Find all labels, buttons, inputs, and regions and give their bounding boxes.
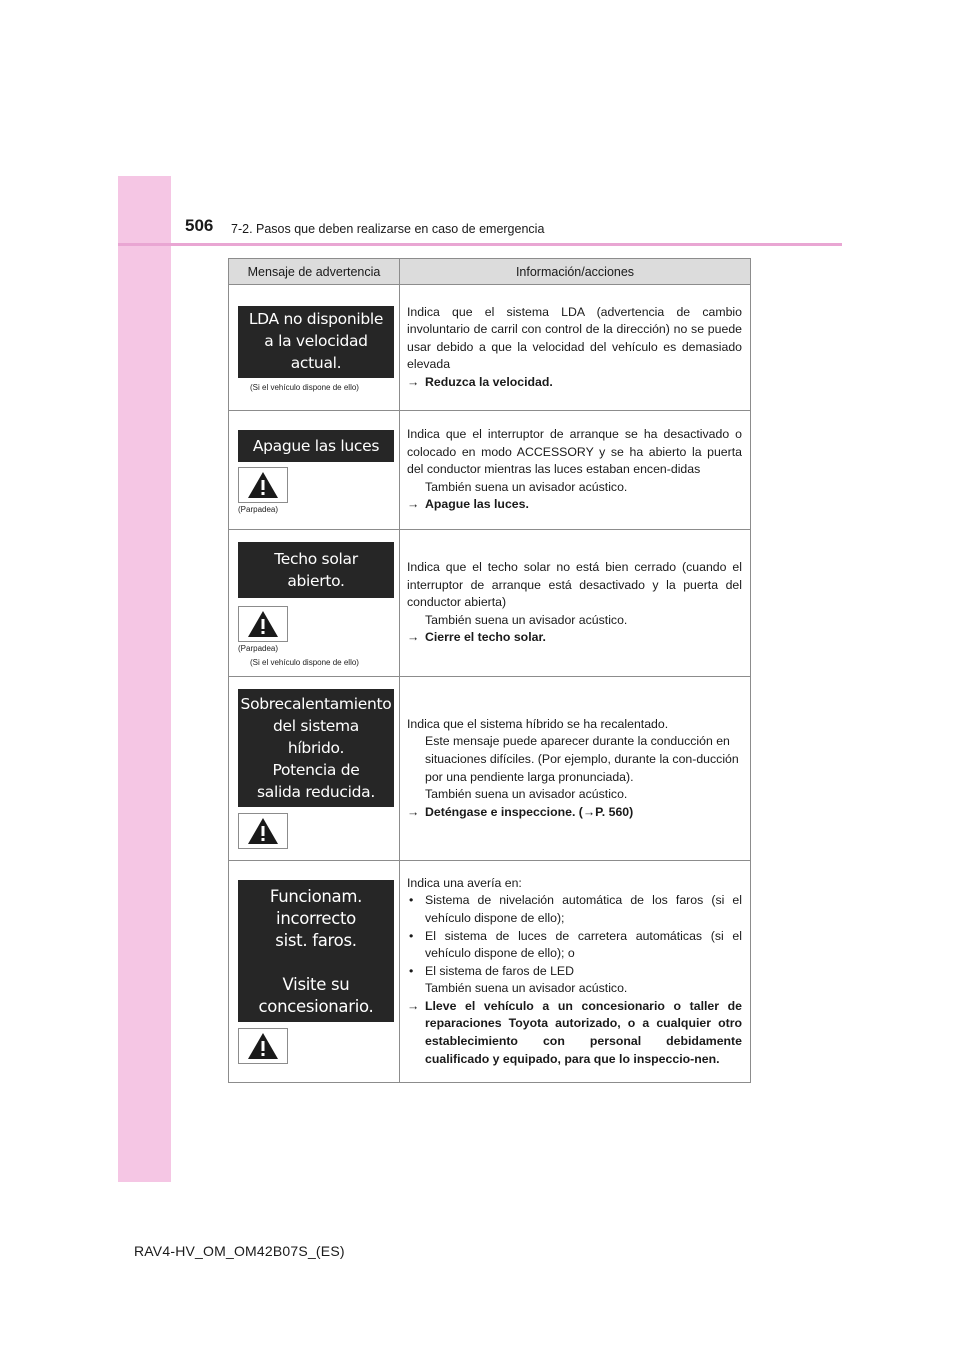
table-header-row <box>229 259 751 285</box>
message-display: Apague las luces <box>238 430 394 462</box>
warning-triangle-icon <box>247 817 279 845</box>
info-cell <box>400 411 751 530</box>
blink-note: (Parpadea) <box>238 643 279 653</box>
table-row <box>229 530 751 677</box>
table-row <box>229 861 751 1083</box>
table-row <box>229 285 751 411</box>
message-cell <box>229 530 400 677</box>
list-item: • Sistema de nivelación automática de los faros (si el vehículo dispone de ello); <box>409 893 742 925</box>
list-item: • El sistema de faros de LED <box>409 963 574 978</box>
action-text: → Deténgase e inspeccione. (→P. 560) <box>407 804 634 819</box>
page-number: 506 <box>185 216 214 235</box>
list-item: • El sistema de luces de carretera automáticas (si el vehículo dispone de ello); o <box>409 928 742 961</box>
info-text: Indica que el sistema LDA (advertencia de cambio involuntario de carril con control de la dirección) no se puede usar debido a que la velocidad del vehículo es demasiado elevada <box>407 304 742 372</box>
message-cell <box>229 861 400 1083</box>
action-text: → Reduzca la velocidad. <box>407 374 553 389</box>
column-header-message: Mensaje de advertencia <box>229 259 400 285</box>
warning-triangle-icon <box>247 1032 279 1060</box>
message-cell <box>229 677 400 861</box>
extra-text: Este mensaje puede aparecer durante la conducción en situaciones difíciles. (Por ejemplo, durante la con-ducción por una pendiente larga pronunciada). <box>425 734 739 784</box>
message-display: Sobrecalentamiento del sistema híbrido. Potencia de salida reducida. <box>238 689 394 807</box>
availability-note: (Si el vehículo dispone de ello) <box>250 657 359 667</box>
availability-note: (Si el vehículo dispone de ello) <box>250 382 359 392</box>
warning-message-table <box>228 258 751 1083</box>
message-cell <box>229 411 400 530</box>
action-text: → Cierre el techo solar. <box>407 630 546 645</box>
action-text: → Lleve el vehículo a un concesionario o taller de reparaciones Toyota autorizado, o a cualquier otro establecimiento con personal debidamente cualificado y equipado, para que lo inspeccio-nen. <box>407 998 742 1066</box>
warning-light-box <box>238 606 288 642</box>
message-display: LDA no disponible a la velocidad actual. <box>238 306 394 378</box>
blink-note: (Parpadea) <box>238 505 279 514</box>
info-text: Indica una avería en: <box>407 875 522 890</box>
table-row <box>229 411 751 530</box>
info-cell <box>400 677 751 861</box>
extra-text: También suena un avisador acústico. <box>425 787 628 802</box>
side-tab-band <box>118 176 171 1182</box>
info-cell <box>400 861 751 1083</box>
info-cell <box>400 285 751 411</box>
warning-light-box <box>238 1028 288 1064</box>
header-rule <box>118 243 842 246</box>
action-text: → Apague las luces. <box>407 497 529 512</box>
section-title: 7-2. Pasos que deben realizarse en caso de emergencia <box>231 222 545 236</box>
document-code: RAV4-HV_OM_OM42B07S_(ES) <box>134 1243 345 1259</box>
warning-light-box <box>238 467 288 503</box>
extra-text: También suena un avisador acústico. <box>425 612 628 627</box>
warning-light-box <box>238 813 288 849</box>
message-cell <box>229 285 400 411</box>
message-display: Funcionam. incorrecto sist. faros. Visite su concesionario. <box>238 880 394 1022</box>
extra-text: También suena un avisador acústico. <box>425 981 628 996</box>
info-text: Indica que el interruptor de arranque se ha desactivado o colocado en modo ACCESSORY y se ha abierto la puerta del conductor mientras las luces estaban encen-didas <box>407 427 742 477</box>
message-display: Techo solar abierto. <box>238 542 394 598</box>
warning-triangle-icon <box>247 471 279 499</box>
table-row <box>229 677 751 861</box>
info-text: Indica que el sistema híbrido se ha recalentado. <box>407 716 669 731</box>
column-header-info: Información/acciones <box>400 259 751 285</box>
warning-triangle-icon <box>247 610 279 638</box>
extra-text: También suena un avisador acústico. <box>425 479 628 494</box>
info-text: Indica que el techo solar no está bien cerrado (cuando el interruptor de arranque está desactivado y la puerta del conductor abierta) <box>407 560 742 610</box>
info-cell <box>400 530 751 677</box>
